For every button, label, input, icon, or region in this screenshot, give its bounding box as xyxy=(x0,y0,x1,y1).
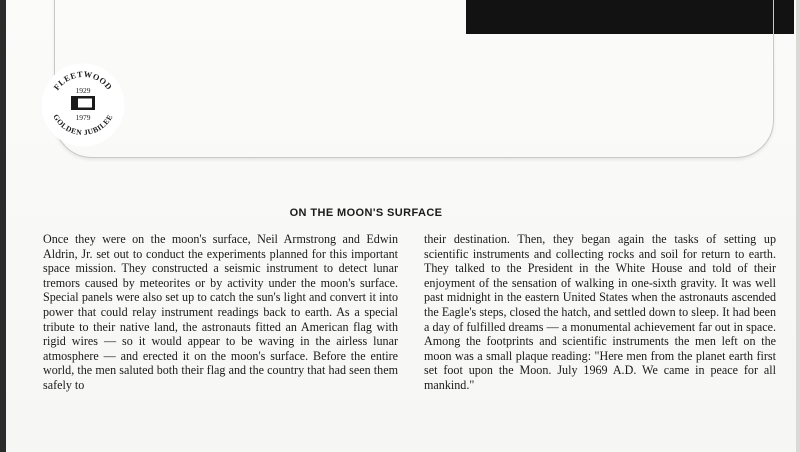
seal-arc-bottom: GOLDEN JUBILEE xyxy=(51,112,115,138)
envelope-edge xyxy=(796,0,800,452)
article-column-left: Once they were on the moon's surface, Neil Armstrong and Edwin Aldrin, Jr. set out to conduct the experiments planned for this important space mission. They constructed a seismic instrument to detect lunar tremors caused by meteorites or by activity under the moon's surface. Special panels were also set up to catch the sun's light and convert it into power that could relay instrument readings back to earth. As a special tribute to their native land, the astronauts fitted an American flag with rigid wires — so it would appear to be waving in the airless lunar atmosphere — and erected it on the moon's surface. Before the entire world, the men saluted both their flag and the country that had seen them safely to xyxy=(43,232,398,392)
seal-emblem-window xyxy=(78,99,92,108)
seal-year-start: 1929 xyxy=(75,86,91,95)
article-column-right: their destination. Then, they began again the tasks of setting up scientific instruments and collecting rocks and soil for return to earth. They talked to the President in the White House and told of their enjoyment of the sensation of walking in one-sixth gravity. It was well past midnight in the eastern United States when the astronauts ascended the Eagle's steps, closed the hatch, and settled down to sleep. It had been a day of fulfilled dreams — a monumental achievement far out in space. Among the footprints and scientific instruments the men left on the moon was a small plaque reading: "Here men from the planet earth first set foot upon the Moon. July 1969 A.D. We came in peace for all mankind." xyxy=(424,232,776,392)
fleetwood-jubilee-seal-icon xyxy=(40,62,126,148)
article-title: ON THE MOON'S SURFACE xyxy=(289,207,443,219)
envelope-flap xyxy=(54,0,774,158)
seal-year-end: 1979 xyxy=(75,113,91,122)
seal-arc-top: FLEETWOOD xyxy=(52,69,114,92)
